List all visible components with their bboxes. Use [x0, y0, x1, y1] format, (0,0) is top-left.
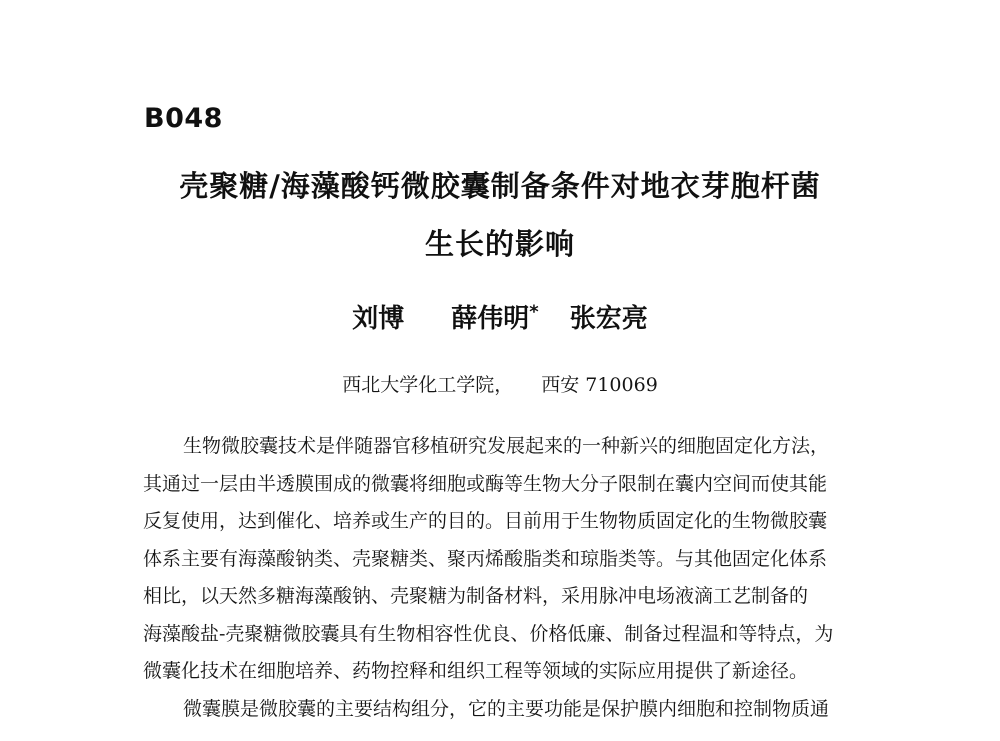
abstract-code: B048	[144, 103, 223, 134]
body-line: 微囊膜是微胶囊的主要结构组分，它的主要功能是保护膜内细胞和控制物质通	[183, 697, 830, 720]
body-line: 海藻酸盐-壳聚糖微胶囊具有生物相容性优良、价格低廉、制备过程温和等特点，为	[143, 622, 834, 645]
affiliation-institution: 西北大学化工学院，	[342, 374, 514, 396]
title-line-1: 壳聚糖/海藻酸钙微胶囊制备条件对地衣芽胞杆菌	[179, 169, 821, 203]
body-line: 微囊化技术在细胞培养、药物控释和组织工程等领域的实际应用提供了新途径。	[143, 660, 809, 682]
author-3	[570, 298, 648, 335]
body-line: 体系主要有海藻酸钠类、壳聚糖类、聚丙烯酸脂类和琼脂类等。与其他固定化体系	[143, 547, 828, 570]
author-list	[0, 298, 1000, 335]
author-name: 刘博	[352, 304, 405, 334]
body-text	[143, 428, 873, 728]
affiliation	[0, 370, 1000, 397]
body-line: 生物微胶囊技术是伴随器官移植研究发展起来的一种新兴的细胞固定化方法，	[183, 435, 830, 457]
body-line: 其通过一层由半透膜围成的微囊将细胞或酶等生物大分子限制在囊内空间而使其能	[143, 472, 828, 495]
body-line: 相比，以天然多糖海藻酸钠、壳聚糖为制备材料，采用脉冲电场液滴工艺制备的	[143, 585, 809, 607]
affiliation-location: 西安 710069	[541, 374, 658, 396]
author-name: 薛伟明	[451, 304, 530, 334]
author-name: 张宏亮	[569, 304, 648, 334]
author-1	[352, 298, 404, 335]
author-2	[451, 298, 538, 335]
body-line: 反复使用，达到催化、培养或生产的目的。目前用于生物物质固定化的生物微胶囊	[143, 510, 828, 532]
corresponding-author-mark: *	[529, 301, 539, 323]
title-line-2: 生长的影响	[424, 227, 575, 261]
